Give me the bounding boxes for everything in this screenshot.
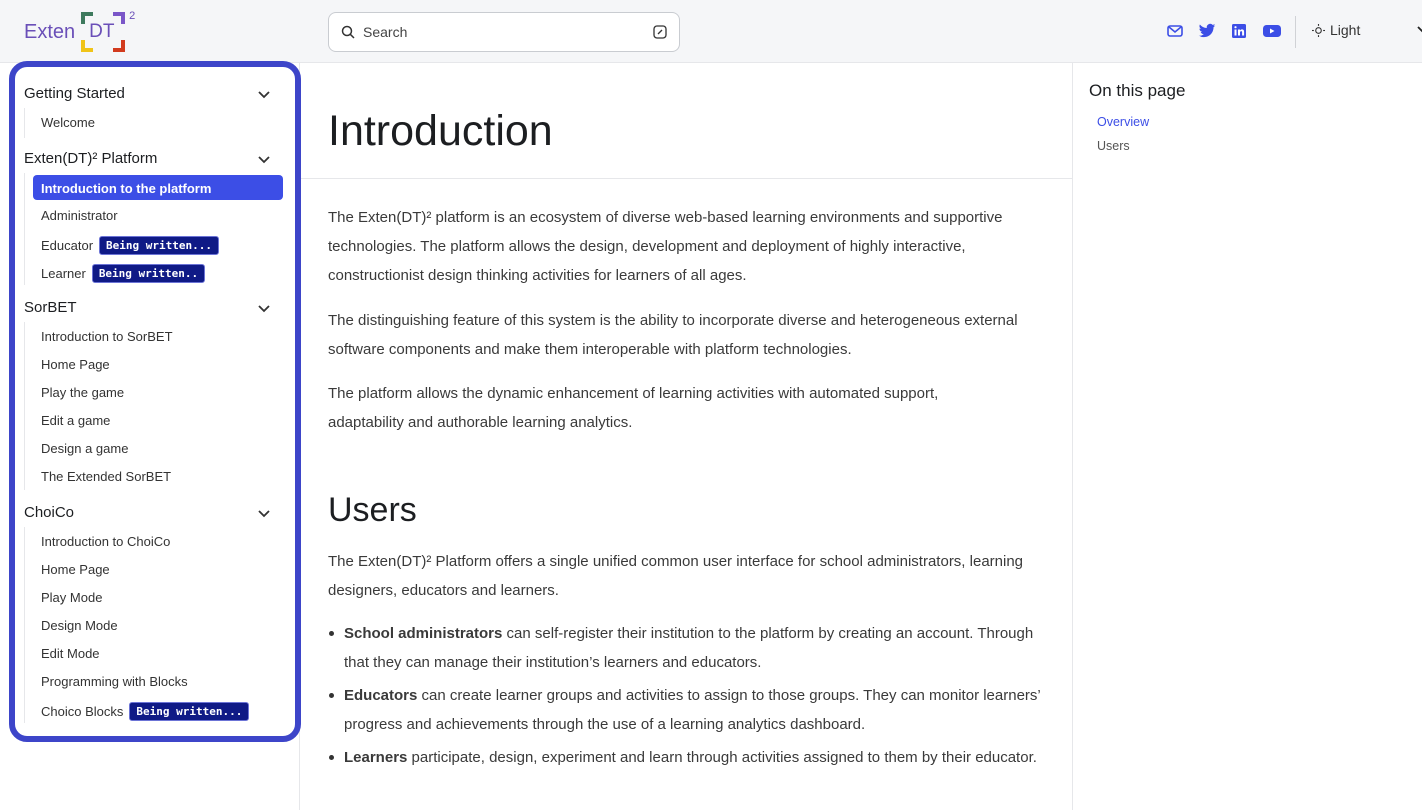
user-list <box>328 619 1048 776</box>
toc-link-overview[interactable]: Overview <box>1097 115 1150 129</box>
sidebar-item-choico-2[interactable]: Play Mode <box>41 590 103 605</box>
sidebar-item-educator[interactable]: Educator Being written... <box>41 236 219 255</box>
list-item: School administrators can self-register their institution to the platform by creating an account. Through that they can manage their institution’s learners and educators. <box>328 619 1048 677</box>
sidebar-item-sorbet-5[interactable]: The Extended SorBET <box>41 469 172 484</box>
paragraph: The Exten(DT)² Platform offers a single unified common user interface for school administrators, learning designers, educators and learners. <box>328 553 1024 599</box>
sidebar-category-choico[interactable]: ChoiCo <box>24 504 75 521</box>
divider <box>301 178 1072 179</box>
sidebar-item-learner[interactable]: Learner Being written.. <box>41 264 205 283</box>
sidebar-category-sorbet[interactable]: SorBET <box>24 299 77 316</box>
sidebar-item-sorbet-1[interactable]: Home Page <box>41 357 110 372</box>
section-heading-users: Users <box>328 491 417 529</box>
sidebar-item-sorbet-0[interactable]: Introduction to SorBET <box>41 329 173 344</box>
toc-title: On this page <box>1089 81 1186 100</box>
search-button[interactable]: Search <box>328 12 680 52</box>
sidebar-item-choico-4[interactable]: Edit Mode <box>41 646 100 661</box>
paragraph: The distinguishing feature of this system is the ability to incorporate diverse and heterogeneous external software components and make them interoperable with platform technologies. <box>328 312 1018 358</box>
sidebar-item-choico-0[interactable]: Introduction to ChoiCo <box>41 534 171 549</box>
paragraph: The platform allows the dynamic enhancement of learning activities with automated support, adaptability and authorable learning analytics. <box>328 385 939 431</box>
paragraph: The Exten(DT)² platform is an ecosystem of diverse web-based learning environments and supportive technologies. The platform allows the design, development and deployment of highly interactive, constructionist design thinking activities for learners of all ages. <box>328 209 1003 284</box>
sidebar-item-welcome[interactable]: Welcome <box>41 115 95 130</box>
theme-dropdown[interactable]: Light <box>1312 22 1422 38</box>
keyboard-shortcut-icon <box>653 25 667 39</box>
status-badge: Being written... <box>99 236 219 255</box>
status-badge: Being written.. <box>92 264 205 283</box>
sidebar-item-sorbet-4[interactable]: Design a game <box>41 441 129 456</box>
sidebar-item-introduction-to-the-platform[interactable]: Introduction to the platform <box>33 175 283 200</box>
divider <box>1295 16 1296 48</box>
list-item: Educators can create learner groups and activities to assign to those groups. They can monitor learners’ progress and achievements through the use of a learning analytics dashboard. <box>328 681 1048 739</box>
toc-link-users[interactable]: Users <box>1097 139 1130 153</box>
sidebar-item-choico-blocks[interactable]: Choico Blocks Being written... <box>41 702 249 721</box>
search-icon <box>341 25 355 39</box>
twitter-icon[interactable] <box>1198 22 1216 40</box>
mail-icon[interactable] <box>1166 22 1184 40</box>
page-title: Introduction <box>328 107 553 155</box>
logo[interactable]: Exten DT 2 <box>24 12 125 52</box>
sidebar-item-sorbet-2[interactable]: Play the game <box>41 385 125 400</box>
sidebar-item-sorbet-3[interactable]: Edit a game <box>41 413 111 428</box>
sidebar-item-administrator[interactable]: Administrator <box>41 208 118 223</box>
table-of-contents <box>1072 63 1422 810</box>
sun-icon <box>1312 24 1325 37</box>
header <box>0 0 1422 63</box>
sidebar-category-platform[interactable]: Exten(DT)² Platform <box>24 150 158 167</box>
main-content <box>301 63 1072 810</box>
youtube-icon[interactable] <box>1262 22 1282 40</box>
sidebar-highlight-frame <box>9 61 301 742</box>
status-badge: Being written... <box>129 702 249 721</box>
list-item: Learners participate, design, experiment and learn through activities assigned to them by their educator. <box>328 743 1048 772</box>
sidebar-item-choico-3[interactable]: Design Mode <box>41 618 118 633</box>
linkedin-icon[interactable] <box>1230 22 1248 40</box>
sidebar-category-getting-started[interactable]: Getting Started <box>24 85 125 102</box>
chevron-down-icon <box>1417 26 1422 34</box>
sidebar-item-choico-5[interactable]: Programming with Blocks <box>41 674 188 689</box>
sidebar-item-choico-1[interactable]: Home Page <box>41 562 110 577</box>
